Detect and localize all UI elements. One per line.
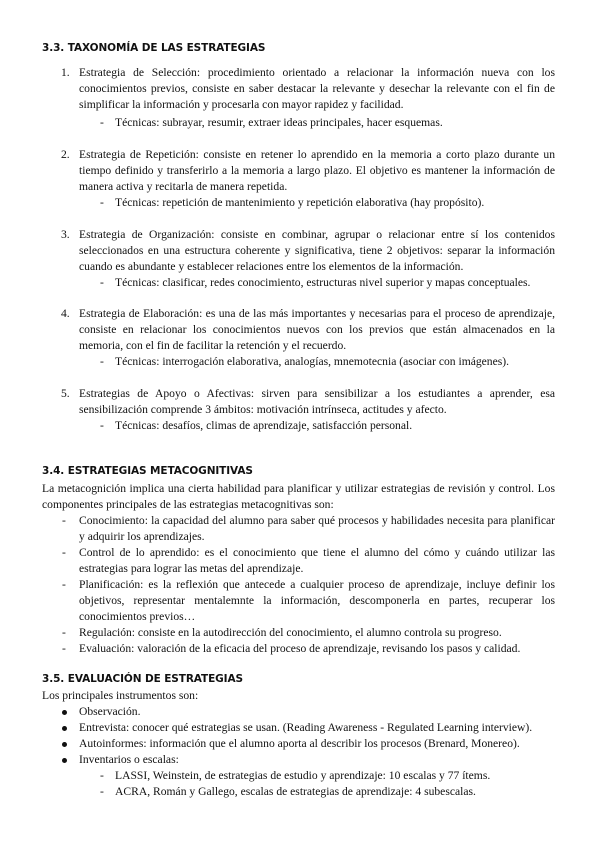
dash-bullet: - [100, 785, 104, 798]
strategy-paragraph: Estrategia de Selección: procedimiento orientado a relacionar la información nueva con los conocimientos previos, consiste en saber destacar la relevante y desechar la relevante con el fin de simplificar la información y procesarla con mayor rapidez y facilidad. [79, 66, 555, 111]
list-item: Autoinformes: información que el alumno aporta al describir los procesos (Brenard, Monereo). [79, 737, 520, 750]
list-number: 4. [61, 307, 70, 320]
list-item: Evaluación: valoración de la eficacia del proceso de aprendizaje, revisando los pasos y calidad. [79, 642, 521, 655]
dash-bullet: - [100, 196, 104, 209]
technique-text: Técnicas: clasificar, redes conocimiento, estructuras nivel superior y mapas conceptuales. [115, 276, 531, 289]
dash-bullet: - [62, 626, 66, 639]
dash-bullet: - [62, 546, 66, 559]
technique-text: Técnicas: desafíos, climas de aprendizaje, satisfacción personal. [115, 419, 413, 432]
bullet-dot-icon [62, 704, 70, 720]
strategy-paragraph: Estrategia de Organización: consiste en combinar, agrupar o relacionar entre sí los contenidos seleccionados en una estructura coherente y significativa, tiene 2 objetivos: separar la información cuando es abundante y establecer relaciones entre los elementos de la información. [79, 228, 555, 273]
list-number: 3. [61, 228, 70, 241]
list-item: Planificación: es la reflexión que antecede a cualquier proceso de aprendizaje, incluye definir los objetivos, representar mentalemnte la información, descomponerla en partes, recuperar los conocimientos previos… [79, 578, 555, 623]
bullet-dot-icon [62, 752, 70, 768]
section-heading-evaluacion: 3.5. EVALUACIÓN DE ESTRATEGIAS [42, 673, 243, 685]
list-item: Inventarios o escalas: [79, 753, 179, 766]
sub-item-text: LASSI, Weinstein, de estrategias de estudio y aprendizaje: 10 escalas y 77 ítems. [115, 769, 491, 782]
technique-text: Técnicas: interrogación elaborativa, analogías, mnemotecnia (asociar con imágenes). [115, 355, 510, 368]
list-item: Observación. [79, 705, 141, 718]
bullet-dot-icon [62, 720, 70, 736]
list-item: Conocimiento: la capacidad del alumno para saber qué procesos y habilidades necesita para planificar y adquirir los aprendizajes. [79, 514, 555, 543]
dash-bullet: - [62, 514, 66, 527]
technique-text: Técnicas: subrayar, resumir, extraer ideas principales, hacer esquemas. [115, 116, 443, 129]
dash-bullet: - [62, 642, 66, 655]
list-item: Entrevista: conocer qué estrategias se usan. (Reading Awareness - Regulated Learning interview). [79, 721, 533, 734]
list-item: Regulación: consiste en la autodirección del conocimiento, el alumno controla su progreso. [79, 626, 502, 639]
dash-bullet: - [100, 276, 104, 289]
section-heading-taxonomia: 3.3. TAXONOMÍA DE LAS ESTRATEGIAS [42, 42, 266, 54]
list-number: 2. [61, 148, 70, 161]
dash-bullet: - [100, 355, 104, 368]
dash-bullet: - [100, 419, 104, 432]
list-item: Control de lo aprendido: es el conocimiento que tiene el alumno del cómo y cuándo utilizar las estrategias para lograr las metas del aprendizaje. [79, 546, 555, 575]
intro-paragraph: Los principales instrumentos son: [42, 689, 199, 702]
section-heading-metacognitivas: 3.4. ESTRATEGIAS METACOGNITIVAS [42, 465, 253, 477]
dash-bullet: - [100, 769, 104, 782]
dash-bullet: - [62, 578, 66, 591]
strategy-paragraph: Estrategia de Elaboración: es una de las más importantes y necesarias para el proceso de aprendizaje, consiste en relacionar los conocimientos nuevos con los previos que están almacenados en la memoria, con el fin de facilitar la retención y el recuerdo. [79, 307, 555, 352]
bullet-dot-icon [62, 736, 70, 752]
strategy-paragraph: Estrategia de Repetición: consiste en retener lo aprendido en la memoria a corto plazo durante un tiempo definido y transferirlo a la memoria a largo plazo. El objetivo es mantener la información de manera activa y recitarla de manera repetida. [79, 148, 555, 193]
technique-text: Técnicas: repetición de mantenimiento y repetición elaborativa (hay propósito). [115, 196, 485, 209]
intro-paragraph: La metacognición implica una cierta habilidad para planificar y utilizar estrategias de revisión y control. Los componentes principales de las estrategias metacognitivas son: [42, 482, 555, 511]
strategy-paragraph: Estrategias de Apoyo o Afectivas: sirven para sensibilizar a los estudiantes a aprender, esa sensibilización comprende 3 ámbitos: motivación intrínseca, actitudes y afecto. [79, 387, 555, 416]
list-number: 5. [61, 387, 70, 400]
sub-item-text: ACRA, Román y Gallego, escalas de estrategias de aprendizaje: 4 subescalas. [115, 785, 476, 798]
list-number: 1. [61, 66, 70, 79]
dash-bullet: - [100, 116, 104, 129]
